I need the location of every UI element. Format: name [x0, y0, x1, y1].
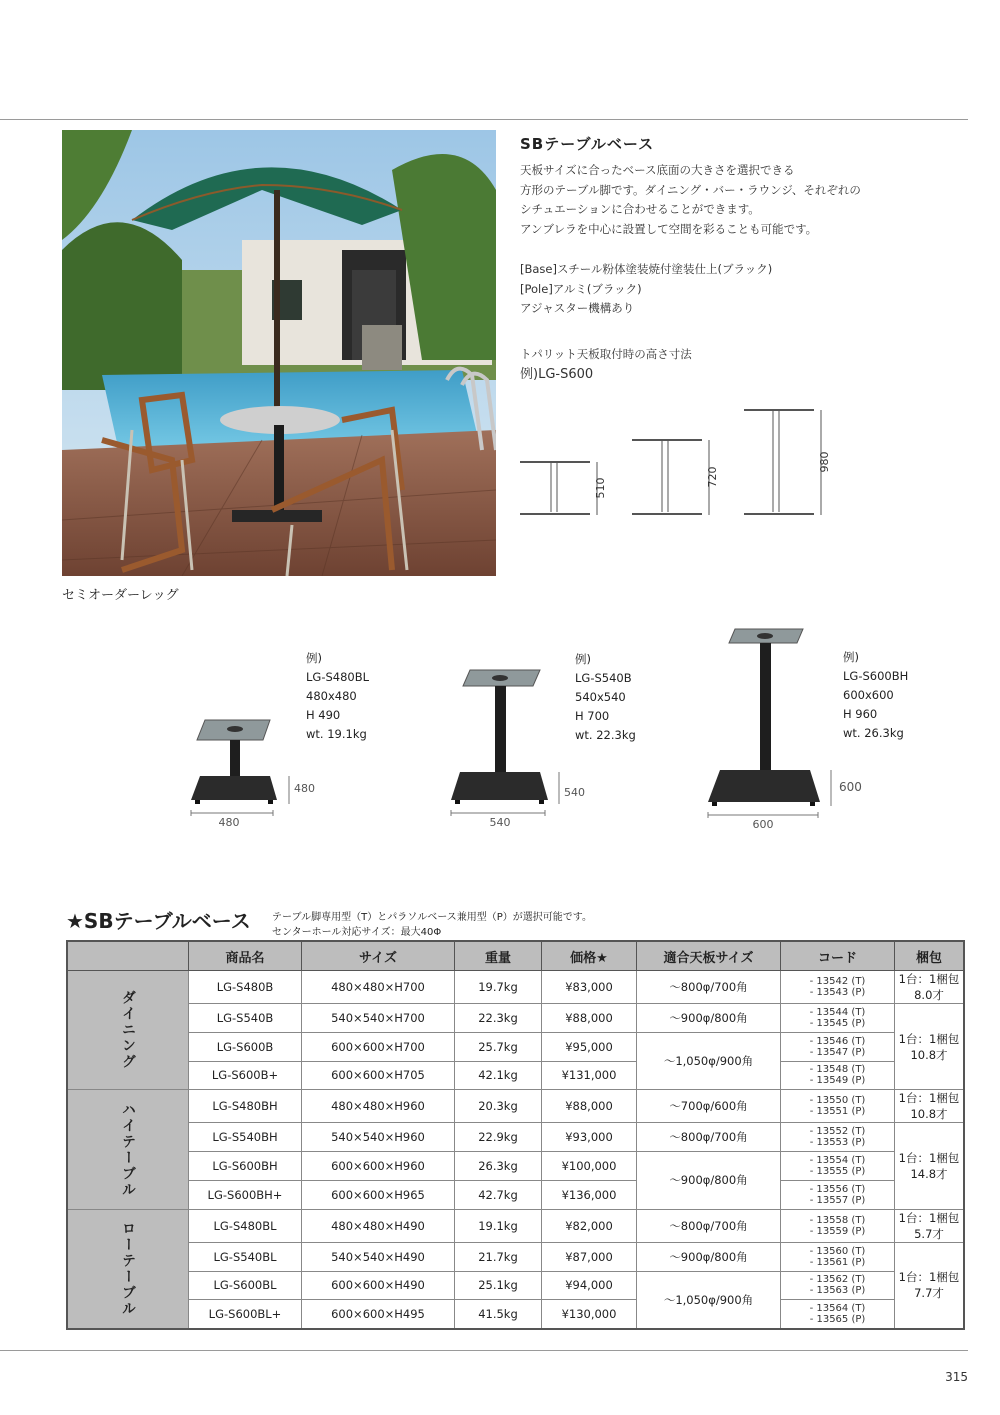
base-width-label: 480	[218, 816, 240, 829]
cell-code	[781, 1123, 895, 1152]
cell-size: 540×540×H490	[302, 1242, 455, 1271]
product-illustration-540	[445, 664, 595, 834]
cell-code	[781, 1180, 895, 1209]
table-row	[67, 1209, 964, 1242]
spec-line: アジャスター機構あり	[520, 301, 635, 315]
code-p: - 13543 (P)	[809, 987, 866, 998]
code-p: - 13549 (P)	[809, 1075, 866, 1087]
example-height: H 490	[306, 708, 341, 722]
base-depth-label: 600	[839, 780, 862, 794]
cell-top: ～900φ/800角	[637, 1242, 781, 1271]
code-t: - 13562 (T)	[809, 1274, 866, 1286]
cell-price: ¥130,000	[542, 1300, 637, 1329]
code-t: - 13544 (T)	[809, 1006, 866, 1018]
cell-size: 540×540×H960	[302, 1123, 455, 1152]
example-size: 480x480	[306, 689, 357, 703]
cell-code	[781, 1242, 895, 1271]
cell-top: ～800φ/700角	[637, 1123, 781, 1152]
height-note-line: トパリット天板取付時の高さ寸法	[520, 347, 692, 361]
table-row	[67, 971, 964, 1004]
cell-price: ¥94,000	[542, 1271, 637, 1300]
cell-top: ～900φ/800角	[637, 1004, 781, 1033]
example-model: LG-S540B	[575, 671, 632, 685]
example-weight: wt. 22.3kg	[575, 728, 636, 742]
cell-weight: 19.7kg	[455, 971, 542, 1004]
header-pack: 梱包	[895, 941, 965, 971]
product-photo	[62, 130, 496, 576]
cell-pack: 1台：1梱包 8.0才	[895, 971, 965, 1004]
bottom-rule	[0, 1350, 968, 1351]
spec-table	[66, 940, 965, 1330]
cell-price: ¥83,000	[542, 971, 637, 1004]
table-row	[67, 1123, 964, 1152]
spec-line: [Pole]アルミ(ブラック)	[520, 281, 642, 296]
example-weight: wt. 19.1kg	[306, 727, 367, 741]
cell-code	[781, 1152, 895, 1181]
description-line: 天板サイズに合ったベース底面の大きさを選択できる	[520, 163, 795, 177]
height-note-line: 例)LG-S600	[520, 366, 594, 382]
cell-weight: 26.3kg	[455, 1152, 542, 1181]
code-p: - 13557 (P)	[809, 1194, 866, 1206]
code-p: - 13551 (P)	[809, 1106, 866, 1118]
code-t: - 13556 (T)	[809, 1183, 866, 1195]
cell-size: 600×600×H960	[302, 1152, 455, 1181]
code-p: - 13559 (P)	[809, 1225, 866, 1237]
example-label: 例)	[306, 651, 322, 665]
cell-code	[781, 1004, 895, 1033]
cell-code	[781, 1271, 895, 1300]
height-diagram	[515, 400, 845, 525]
cell-weight: 21.7kg	[455, 1242, 542, 1271]
cell-weight: 22.3kg	[455, 1004, 542, 1033]
height-label-980: 980	[818, 451, 831, 473]
cell-top: ～700φ/600角	[637, 1090, 781, 1123]
cell-top: ～800φ/700角	[637, 971, 781, 1004]
example-model: LG-S480BL	[306, 670, 370, 684]
code-p: - 13547 (P)	[809, 1046, 866, 1058]
cell-code	[781, 1061, 895, 1090]
cell-name: LG-S600B+	[189, 1061, 302, 1090]
spec-line: [Base]スチール粉体塗装焼付塗装仕上(ブラック)	[520, 262, 773, 276]
code-p: - 13545 (P)	[809, 1017, 866, 1029]
cell-top: ～1,050φ/900角	[637, 1271, 781, 1329]
cell-weight: 19.1kg	[455, 1209, 542, 1242]
table-row	[67, 1242, 964, 1271]
code-t: - 13558 (T)	[809, 1214, 866, 1226]
cell-top: ～800φ/700角	[637, 1209, 781, 1242]
code-p: - 13561 (P)	[809, 1256, 866, 1268]
product-illustration-480	[185, 712, 325, 832]
example-height: H 700	[575, 709, 610, 723]
header-size: サイズ	[302, 941, 455, 971]
description-line: アンブレラを中心に設置して空間を彩ることも可能です。	[520, 221, 818, 236]
cell-price: ¥88,000	[542, 1090, 637, 1123]
cell-size: 600×600×H965	[302, 1180, 455, 1209]
cell-size: 600×600×H705	[302, 1061, 455, 1090]
cell-price: ¥93,000	[542, 1123, 637, 1152]
cell-size: 600×600×H490	[302, 1271, 455, 1300]
cell-name: LG-S480B	[189, 971, 302, 1004]
cell-code	[781, 1300, 895, 1329]
code-t: - 13550 (T)	[809, 1095, 866, 1107]
cell-name: LG-S600BL	[189, 1271, 302, 1300]
code-p: - 13565 (P)	[809, 1314, 866, 1326]
cell-pack: 1台：1梱包 7.7才	[895, 1242, 965, 1329]
cell-weight: 22.9kg	[455, 1123, 542, 1152]
cell-pack: 1台：1梱包 14.8才	[895, 1123, 965, 1209]
header-code: コード	[781, 941, 895, 971]
group-label: ダイニング	[67, 971, 189, 1090]
cell-pack: 1台：1梱包 5.7才	[895, 1209, 965, 1242]
cell-size: 540×540×H700	[302, 1004, 455, 1033]
example-weight: wt. 26.3kg	[843, 726, 904, 740]
description	[520, 161, 861, 239]
group-label: ハイテーブル	[67, 1090, 189, 1209]
cell-name: LG-S540BH	[189, 1123, 302, 1152]
table-row	[67, 1180, 964, 1209]
cell-name: LG-S600B	[189, 1032, 302, 1061]
cell-price: ¥87,000	[542, 1242, 637, 1271]
height-label-510: 510	[594, 477, 607, 499]
cell-price: ¥131,000	[542, 1061, 637, 1090]
example-height: H 960	[843, 707, 878, 721]
description-line: シチュエーションに合わせることができます。	[520, 202, 760, 216]
cell-code	[781, 971, 895, 1004]
header-weight: 重量	[455, 941, 542, 971]
height-note	[520, 345, 692, 384]
cell-price: ¥136,000	[542, 1180, 637, 1209]
top-rule	[0, 119, 968, 120]
cell-price: ¥82,000	[542, 1209, 637, 1242]
section-title: SBテーブルベース	[520, 135, 655, 153]
cell-name: LG-S540B	[189, 1004, 302, 1033]
cell-code	[781, 1090, 895, 1123]
header-top-size: 適合天板サイズ	[637, 941, 781, 971]
header-price: 価格★	[542, 941, 637, 971]
cell-size: 600×600×H700	[302, 1032, 455, 1061]
cell-size: 600×600×H495	[302, 1300, 455, 1329]
code-p: - 13563 (P)	[809, 1285, 866, 1297]
cell-price: ¥88,000	[542, 1004, 637, 1033]
table-row	[67, 1271, 964, 1300]
page-number: 315	[945, 1370, 968, 1384]
code-t: - 13564 (T)	[809, 1303, 866, 1315]
cell-pack: 1台：1梱包 10.8才	[895, 1090, 965, 1123]
cell-weight: 20.3kg	[455, 1090, 542, 1123]
group-label: ローテーブル	[67, 1209, 189, 1329]
example-label: 例)	[843, 650, 859, 664]
table-header-row	[67, 941, 964, 971]
description-line: 方形のテーブル脚です。ダイニング・バー・ラウンジ、それぞれの	[520, 182, 861, 197]
cell-name: LG-S600BH+	[189, 1180, 302, 1209]
table-row	[67, 1061, 964, 1090]
height-label-720: 720	[706, 466, 719, 488]
table-row	[67, 1032, 964, 1061]
cell-name: LG-S600BL+	[189, 1300, 302, 1329]
code-t: - 13560 (T)	[809, 1245, 866, 1257]
cell-size: 480×480×H960	[302, 1090, 455, 1123]
cell-pack: 1台：1梱包 10.8才	[895, 1004, 965, 1090]
example-size: 540x540	[575, 690, 626, 704]
table-note: センターホール対応サイズ：最大40Φ	[272, 927, 442, 938]
cell-weight: 42.1kg	[455, 1061, 542, 1090]
cell-size: 480×480×H490	[302, 1209, 455, 1242]
table-row	[67, 1004, 964, 1033]
code-t: - 13546 (T)	[809, 1035, 866, 1047]
code-t: - 13542 (T)	[809, 976, 866, 987]
cell-name: LG-S480BH	[189, 1090, 302, 1123]
cell-price: ¥100,000	[542, 1152, 637, 1181]
product-illustration-600	[700, 624, 875, 834]
cell-size: 480×480×H700	[302, 971, 455, 1004]
cell-code	[781, 1209, 895, 1242]
cell-price: ¥95,000	[542, 1032, 637, 1061]
cell-top: ～900φ/800角	[637, 1152, 781, 1210]
base-width-label: 540	[489, 816, 511, 829]
code-t: - 13554 (T)	[809, 1155, 866, 1167]
header-name: 商品名	[189, 941, 302, 971]
base-width-label: 600	[752, 818, 774, 831]
cell-weight: 25.7kg	[455, 1032, 542, 1061]
cell-top: ～1,050φ/900角	[637, 1032, 781, 1090]
example-size: 600x600	[843, 688, 894, 702]
header-group	[67, 941, 189, 971]
table-row	[67, 1300, 964, 1329]
base-depth-label: 540	[564, 786, 585, 799]
table-row	[67, 1090, 964, 1123]
code-p: - 13555 (P)	[809, 1166, 866, 1178]
cell-code	[781, 1032, 895, 1061]
code-t: - 13548 (T)	[809, 1064, 866, 1076]
code-p: - 13553 (P)	[809, 1137, 866, 1149]
cell-name: LG-S540BL	[189, 1242, 302, 1271]
example-label: 例)	[575, 652, 591, 666]
example-model: LG-S600BH	[843, 669, 909, 683]
photo-caption: セミオーダーレッグ	[62, 588, 179, 603]
cell-weight: 25.1kg	[455, 1271, 542, 1300]
table-note: テーブル脚専用型（T）とパラソルベース兼用型（P）が選択可能です。	[272, 912, 592, 923]
table-row	[67, 1152, 964, 1181]
material-specs	[520, 260, 772, 319]
cell-name: LG-S600BH	[189, 1152, 302, 1181]
cell-weight: 41.5kg	[455, 1300, 542, 1329]
table-title: ★SBテーブルベース	[66, 909, 251, 933]
cell-weight: 42.7kg	[455, 1180, 542, 1209]
code-t: - 13552 (T)	[809, 1126, 866, 1138]
base-depth-label: 480	[294, 782, 315, 795]
cell-name: LG-S480BL	[189, 1209, 302, 1242]
